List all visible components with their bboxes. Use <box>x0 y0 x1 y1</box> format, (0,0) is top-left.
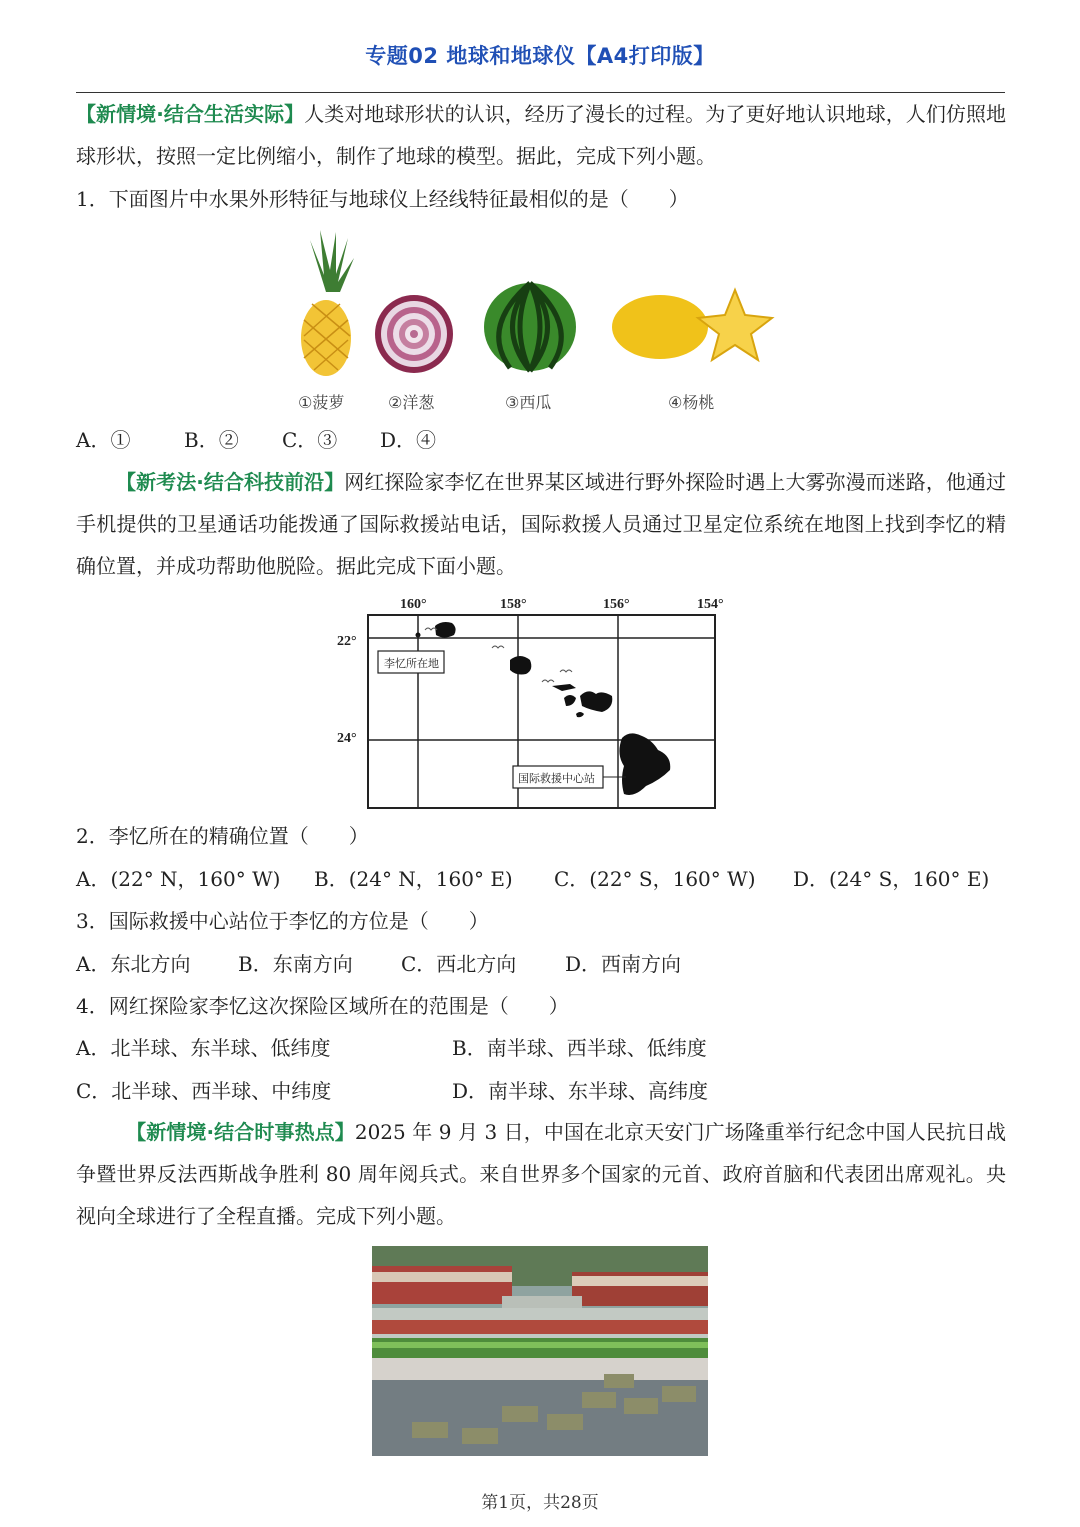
fruit-caption-2: ②洋葱 <box>388 393 435 412</box>
lon-label-154: 154° <box>697 597 724 612</box>
island-oahu <box>510 656 531 675</box>
person-label: 李忆所在地 <box>384 657 439 670</box>
fruit-images <box>290 230 790 380</box>
question-3: 3．国际救援中心站位于李忆的方位是（ ） <box>76 909 489 933</box>
q3-option-b: B．东南方向 <box>238 952 353 976</box>
q2-option-b: B．(24° N，160° E) <box>314 867 513 891</box>
q4-option-d: D．南半球、东半球、高纬度 <box>452 1079 709 1103</box>
q3-option-a: A．东北方向 <box>76 952 191 976</box>
section1-tag: 【新情境·结合生活实际】 <box>76 102 305 126</box>
fruit-caption-4: ④杨桃 <box>668 393 715 412</box>
q4-option-a: A．北半球、东半球、低纬度 <box>76 1036 331 1060</box>
q4-option-c: C．北半球、西半球、中纬度 <box>76 1079 332 1103</box>
hawaii-map <box>330 590 740 812</box>
lon-label-160: 160° <box>400 597 427 612</box>
station-label: 国际救援中心站 <box>518 772 595 785</box>
question-1: 1．下面图片中水果外形特征与地球仪上经线特征最相似的是（ ） <box>76 187 689 211</box>
onion-image <box>375 295 453 373</box>
parade-photo <box>372 1246 708 1456</box>
q4-option-b: B．南半球、西半球、低纬度 <box>452 1036 707 1060</box>
section1-intro <box>76 93 1006 177</box>
q2-option-a: A．(22° N，160° W) <box>76 867 281 891</box>
question-2: 2．李忆所在的精确位置（ ） <box>76 824 369 848</box>
section1-text: 人类对地球形状的认识，经历了漫长的过程。为了更好地认识地球，人们仿照地球形状，按照一定比例缩小，制作了地球的模型。据此，完成下列小题。 <box>76 102 1007 168</box>
page-title: 专题02 地球和地球仪【A4打印版】 <box>365 44 715 68</box>
q2-option-c: C．(22° S，160° W) <box>554 867 756 891</box>
q2-option-d: D．(24° S，160° E) <box>793 867 990 891</box>
q1-option-c: C．③ <box>282 428 338 452</box>
lon-label-158: 158° <box>500 597 527 612</box>
section2-intro <box>76 461 1006 587</box>
section3-text: 2025 年 9 月 3 日，中国在北京天安门广场隆重举行纪念中国人民抗日战争暨世界反法西斯战争胜利 80 周年阅兵式。来自世界多个国家的元首、政府首脑和代表团出席观礼。央视向全球进行了全程直播。完成下列小题。 <box>76 1120 1006 1228</box>
q1-option-d: D．④ <box>380 428 437 452</box>
watermelon-image <box>484 283 576 371</box>
fruit-caption-1: ①菠萝 <box>298 393 345 412</box>
section3-tag: 【新情境·结合时事热点】 <box>126 1120 355 1144</box>
pineapple-image <box>301 230 354 376</box>
starfruit-image <box>612 290 772 360</box>
q3-option-c: C．西北方向 <box>401 952 517 976</box>
section3-intro <box>76 1111 1006 1237</box>
lat-label-22: 22° <box>337 634 357 649</box>
island-kauai <box>435 622 456 638</box>
lat-label-24: 24° <box>337 731 357 746</box>
question-4: 4．网红探险家李忆这次探险区域所在的范围是（ ） <box>76 994 569 1018</box>
section2-tag: 【新考法·结合科技前沿】 <box>116 470 345 494</box>
q1-option-b: B．② <box>184 428 239 452</box>
q3-option-d: D．西南方向 <box>565 952 682 976</box>
lon-label-156: 156° <box>603 597 630 612</box>
section2-text: 网红探险家李忆在世界某区域进行野外探险时遇上大雾弥漫而迷路，他通过手机提供的卫星通话功能拨通了国际救援站电话，国际救援人员通过卫星定位系统在地图上找到李忆的精确位置，并成功帮助他脱险。据此完成下面小题。 <box>76 470 1006 578</box>
fruit-caption-3: ③西瓜 <box>505 393 552 412</box>
page-number: 第1页，共28页 <box>481 1493 599 1513</box>
q1-option-a: A．① <box>76 428 131 452</box>
